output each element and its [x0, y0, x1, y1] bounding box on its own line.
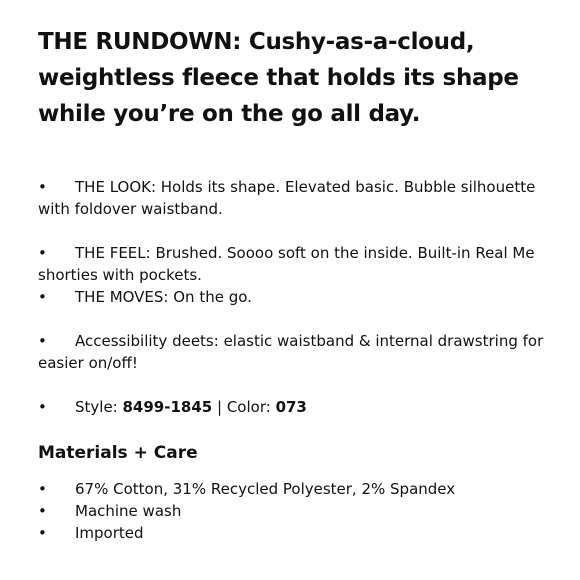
materials-list — [38, 478, 548, 544]
feature-item-look — [38, 176, 548, 220]
feature-text: THE FEEL: Brushed. Soooo soft on the inside. Built-in Real Me shorties with pockets. — [38, 244, 535, 284]
style-color-line — [38, 396, 548, 418]
bullet-icon: • — [38, 332, 47, 350]
materials-text: Machine wash — [75, 502, 182, 520]
materials-care-heading: Materials + Care — [38, 443, 198, 463]
bullet-icon: • — [38, 480, 47, 498]
style-separator: | — [212, 398, 227, 416]
feature-text: THE MOVES: On the go. — [75, 288, 252, 306]
bullet-icon: • — [38, 398, 47, 416]
product-description — [38, 24, 548, 544]
bullet-icon: • — [38, 244, 47, 262]
color-label: Color: — [226, 398, 276, 416]
feature-list — [38, 176, 548, 418]
feature-item-moves — [38, 286, 548, 308]
style-number: 8499-1845 — [122, 398, 213, 416]
bullet-icon: • — [38, 288, 47, 306]
bullet-icon: • — [38, 524, 47, 542]
materials-text: 67% Cotton, 31% Recycled Polyester, 2% Spandex — [75, 480, 456, 498]
feature-item-accessibility — [38, 330, 548, 374]
bullet-icon: • — [38, 502, 47, 520]
feature-text: THE LOOK: Holds its shape. Elevated basic. Bubble silhouette with foldover waistband. — [38, 178, 536, 218]
feature-text: Accessibility deets: elastic waistband & internal drawstring for easier on/off! — [38, 332, 544, 372]
materials-item-origin — [38, 522, 548, 544]
color-code: 073 — [275, 398, 307, 416]
rundown-headline: THE RUNDOWN: Cushy-as-a-cloud, weightless fleece that holds its shape while you’re on the go all day. — [38, 29, 519, 127]
materials-item-fabric — [38, 478, 548, 500]
materials-item-wash — [38, 500, 548, 522]
materials-text: Imported — [75, 524, 144, 542]
style-label: Style: — [75, 398, 123, 416]
feature-item-feel — [38, 242, 548, 286]
bullet-icon: • — [38, 178, 47, 196]
